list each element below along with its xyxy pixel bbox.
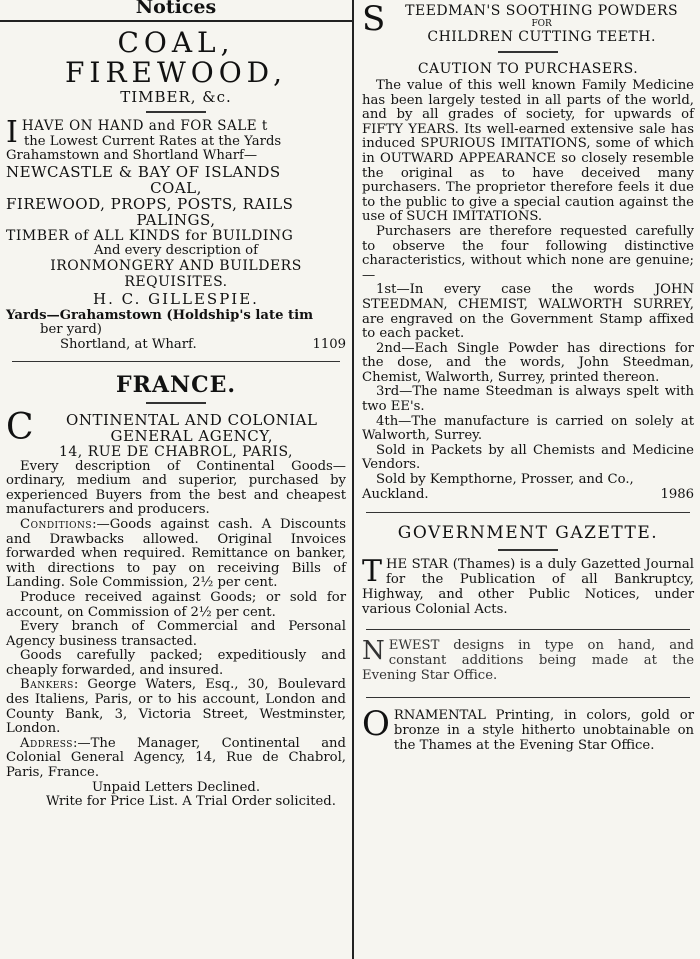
new-designs-drop-cap: N: [362, 636, 385, 667]
gazette-rule: [498, 549, 558, 551]
steedman-point3: 3rd—The name Steedman is always spelt with two EE's.: [362, 384, 694, 415]
france-agency1: ONTINENTAL AND COLONIAL: [66, 410, 318, 429]
steedman-caution: CAUTION TO PURCHASERS.: [417, 61, 639, 77]
steedman-point1: 1st—In every case the words JOHN STEEDMAN, CHEMIST, WALWORTH SURREY, are engraved on the Government Stamp affixed to each packet.: [362, 282, 694, 342]
gazette-drop-cap: T: [362, 554, 383, 590]
france-conditions: :—Goods against cash. A Discounts and Drawbacks allowed. Original Invoices forwarded when required. Remittance on banker, with directions to pay on receiving Bills of Landing. Sole Commission, 2½ per cent.: [6, 516, 346, 591]
steedman-for: FOR: [531, 19, 552, 29]
coal-line5: COAL,: [150, 178, 202, 197]
france-agency2: GENERAL AGENCY,: [110, 426, 273, 445]
designs-separator: [366, 697, 690, 698]
france-write: Write for Price List. A Trial Order solicited.: [46, 794, 336, 810]
steedman-separator: [366, 512, 690, 513]
coal-yards1: Yards—Grahamstown (Holdship's late tim: [6, 307, 314, 323]
france-title: FRANCE.: [115, 371, 237, 398]
steedman-rule: [498, 51, 558, 53]
coal-rule: [146, 111, 206, 113]
notices-header: Notices: [135, 0, 217, 18]
france-address-label: Address: [20, 735, 73, 751]
coal-line1: HAVE ON HAND and FOR SALE t: [21, 118, 268, 134]
france-unpaid: Unpaid Letters Declined.: [91, 779, 261, 795]
france-para1: Every description of Continental Goods—ordinary, medium and superior, purchased by experienced Buyers from the best and cheapest manufacturers and producers.: [6, 458, 346, 518]
france-para3: Every branch of Commercial and Personal Agency business transacted.: [6, 619, 346, 649]
france-para2: Produce received against Goods; or sold for account, on Commission of 2½ per cent.: [6, 589, 346, 620]
ornamental-text: RNAMENTAL Printing, in colors, gold or bronze in a style hitherto unobtainable on the Thames at the Evening Star Office.: [393, 708, 694, 754]
coal-line3: Grahamstown and Shortland Wharf—: [6, 148, 258, 163]
france-para4: Goods carefully packed; expeditiously and cheaply forwarded, and insured.: [6, 648, 346, 678]
coal-line2: the Lowest Current Rates at the Yards: [24, 134, 282, 149]
coal-drop-cap: I: [6, 115, 18, 150]
france-bankers: : George Waters, Esq., 30, Boulevard des Italiens, Paris, or to his account, London and County Bank, 3, Victoria Street, Westminster, London.: [6, 677, 346, 737]
france-address-text: :—The Manager, Continental and Colonial General Agency, 14, Rue de Chabrol, Paris, France.: [6, 735, 346, 781]
coal-line10: IRONMONGERY AND BUILDERS: [50, 258, 302, 275]
ornamental-drop-cap: O: [362, 704, 390, 745]
steedman-children: CHILDREN CUTTING TEETH.: [427, 29, 656, 45]
steedman-sold-by: Sold by Kempthorne, Prosser, and Co.,: [376, 472, 634, 488]
steedman-number: 1986: [660, 486, 694, 502]
gazette-text: HE STAR (Thames) is a duly Gazetted Journal for the Publication of all Bankruptcy, Highway, and other Public Notices, under various Colonial Acts.: [362, 557, 694, 618]
gazette-separator: [366, 629, 690, 630]
france-advertisement: [0, 372, 352, 810]
coal-separator: [12, 361, 340, 362]
new-designs-advertisement: [356, 638, 700, 683]
column-divider: [352, 0, 354, 959]
coal-yards2: ber yard): [40, 322, 102, 338]
france-drop-cap: C: [6, 406, 34, 448]
coal-title: COAL, FIREWOOD,: [64, 26, 288, 89]
france-rule: [146, 402, 206, 404]
steedman-para1: The value of this well known Family Medicine has been largely tested in all parts of the world, and by all grades of society, for upwards of FIFTY YEARS. Its well-earned extensive sale has induced SPURIOUS IMITATIONS, some of which in OUTWARD APPEARANCE so closely resemble the original as to have deceived many purchasers. The proprietor therefore feels it due to the public to give a special caution against the use of SUCH IMITATIONS.: [362, 78, 694, 225]
notices-rule: [0, 20, 352, 22]
france-conditions-label: Conditions: [20, 516, 93, 532]
france-address: 14, RUE DE CHABROL, PARIS,: [58, 443, 293, 460]
coal-subtitle: TIMBER, &c.: [120, 88, 232, 106]
right-column: [356, 0, 700, 959]
steedman-advertisement: [356, 0, 700, 502]
new-designs-text: EWEST designs in type on hand, and constant additions being made at the Evening Star Office.: [362, 638, 694, 684]
steedman-drop-cap: S: [362, 0, 386, 39]
steedman-point2: 2nd—Each Single Powder has directions for the dose, and the words, John Steedman, Chemist, Walworth, Surrey, printed thereon.: [362, 340, 694, 385]
steedman-para2: Purchasers are therefore requested carefully to observe the four following distinctive characteristics, without which none are genuine;—: [362, 223, 694, 283]
steedman-sold: Sold in Packets by all Chemists and Medicine Vendors.: [362, 442, 694, 473]
steedman-point4: 4th—The manufacture is carried on solely at Walworth, Surrey.: [362, 413, 694, 444]
coal-advertisement: [0, 28, 352, 353]
steedman-title: TEEDMAN'S SOOTHING POWDERS: [405, 3, 679, 19]
coal-name: H. C. GILLESPIE.: [93, 290, 259, 309]
coal-line7: PALINGS,: [136, 210, 216, 229]
coal-line8: TIMBER of ALL KINDS for BUILDING: [6, 227, 294, 244]
ornamental-advertisement: [356, 704, 700, 754]
coal-number: 1109: [312, 336, 346, 352]
coal-line11: REQUISITES.: [124, 274, 228, 291]
france-bankers-label: Bankers: [20, 677, 74, 693]
coal-line9: And every description of: [94, 242, 258, 258]
steedman-auckland: Auckland.: [362, 486, 429, 502]
coal-shortland: Shortland, at Wharf.: [60, 336, 197, 352]
coal-line6: FIREWOOD, PROPS, POSTS, RAILS: [6, 194, 294, 213]
gazette-title: GOVERNMENT GAZETTE.: [397, 523, 659, 544]
coal-line4: NEWCASTLE & BAY OF ISLANDS: [6, 162, 281, 181]
gazette-advertisement: [356, 523, 700, 617]
